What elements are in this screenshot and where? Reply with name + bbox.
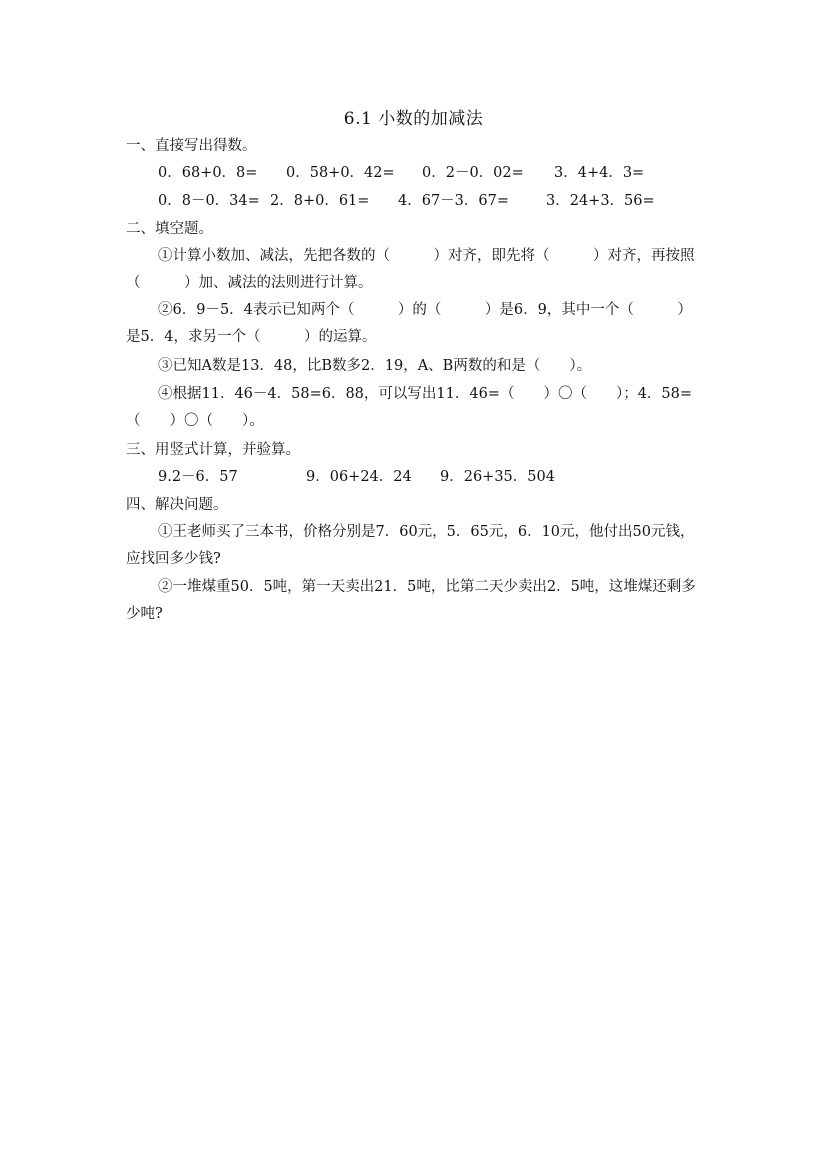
calc-item: 9．06+24．24 [306,469,412,485]
calc-item: 2．8+0．61= [270,193,370,209]
fill-question-3 [126,353,706,380]
calc-row-1 [158,163,644,183]
calc-item: 3．24+3．56= [546,193,655,209]
calc-item: 0．68+0．8= [158,165,258,181]
question-text: ②一堆煤重50．5吨，第一天卖出21．5吨，比第二天少卖出2．5吨，这堆煤还剩多少吨? [126,579,696,622]
calc-item: 0．8－0．34= [158,193,260,209]
fill-question-4 [126,381,706,434]
section-2-heading: 二、填空题。 [126,221,213,237]
question-text: ②6．9－5．4表示已知两个（ ）的（ ）是6．9，其中一个（ ）是5．4，求另一个（ ）的运算。 [126,302,692,345]
calc-row-2 [158,191,655,211]
calc-item: 4．67－3．67= [398,193,510,209]
section-1-heading: 一、直接写出得数。 [126,138,257,154]
question-text: ①计算小数加、减法，先把各数的（ ）对齐，即先将（ ）对齐，再按照（ ）加、减法的法则进行计算。 [126,248,695,291]
page-title: 6.1 小数的加减法 [343,109,484,129]
vertical-calc-row [158,467,555,487]
question-text: ④根据11．46－4．58=6．88，可以写出11．46=（ ）〇（ ）；4．58=（ ）〇（ ）。 [126,386,693,429]
calc-item: 9.2－6．57 [158,469,238,485]
section-3-heading: 三、用竖式计算，并验算。 [126,442,300,458]
fill-question-2 [126,297,706,350]
question-text: ①王老师买了三本书，价格分别是7．60元，5．65元，6．10元，他付出50元钱，应找回多少钱? [126,524,695,567]
problem-1 [126,519,706,572]
calc-item: 0．2－0．02= [422,165,524,181]
calc-item: 0．58+0．42= [286,165,395,181]
calc-item: 3．4+4．3= [554,165,645,181]
problem-2 [126,574,706,627]
calc-item: 9．26+35．504 [440,469,555,485]
question-text: ③已知A数是13．48，比B数多2．19，A、B两数的和是（ ）。 [158,358,592,374]
fill-question-1 [126,243,706,296]
section-4-heading: 四、解决问题。 [126,497,228,513]
